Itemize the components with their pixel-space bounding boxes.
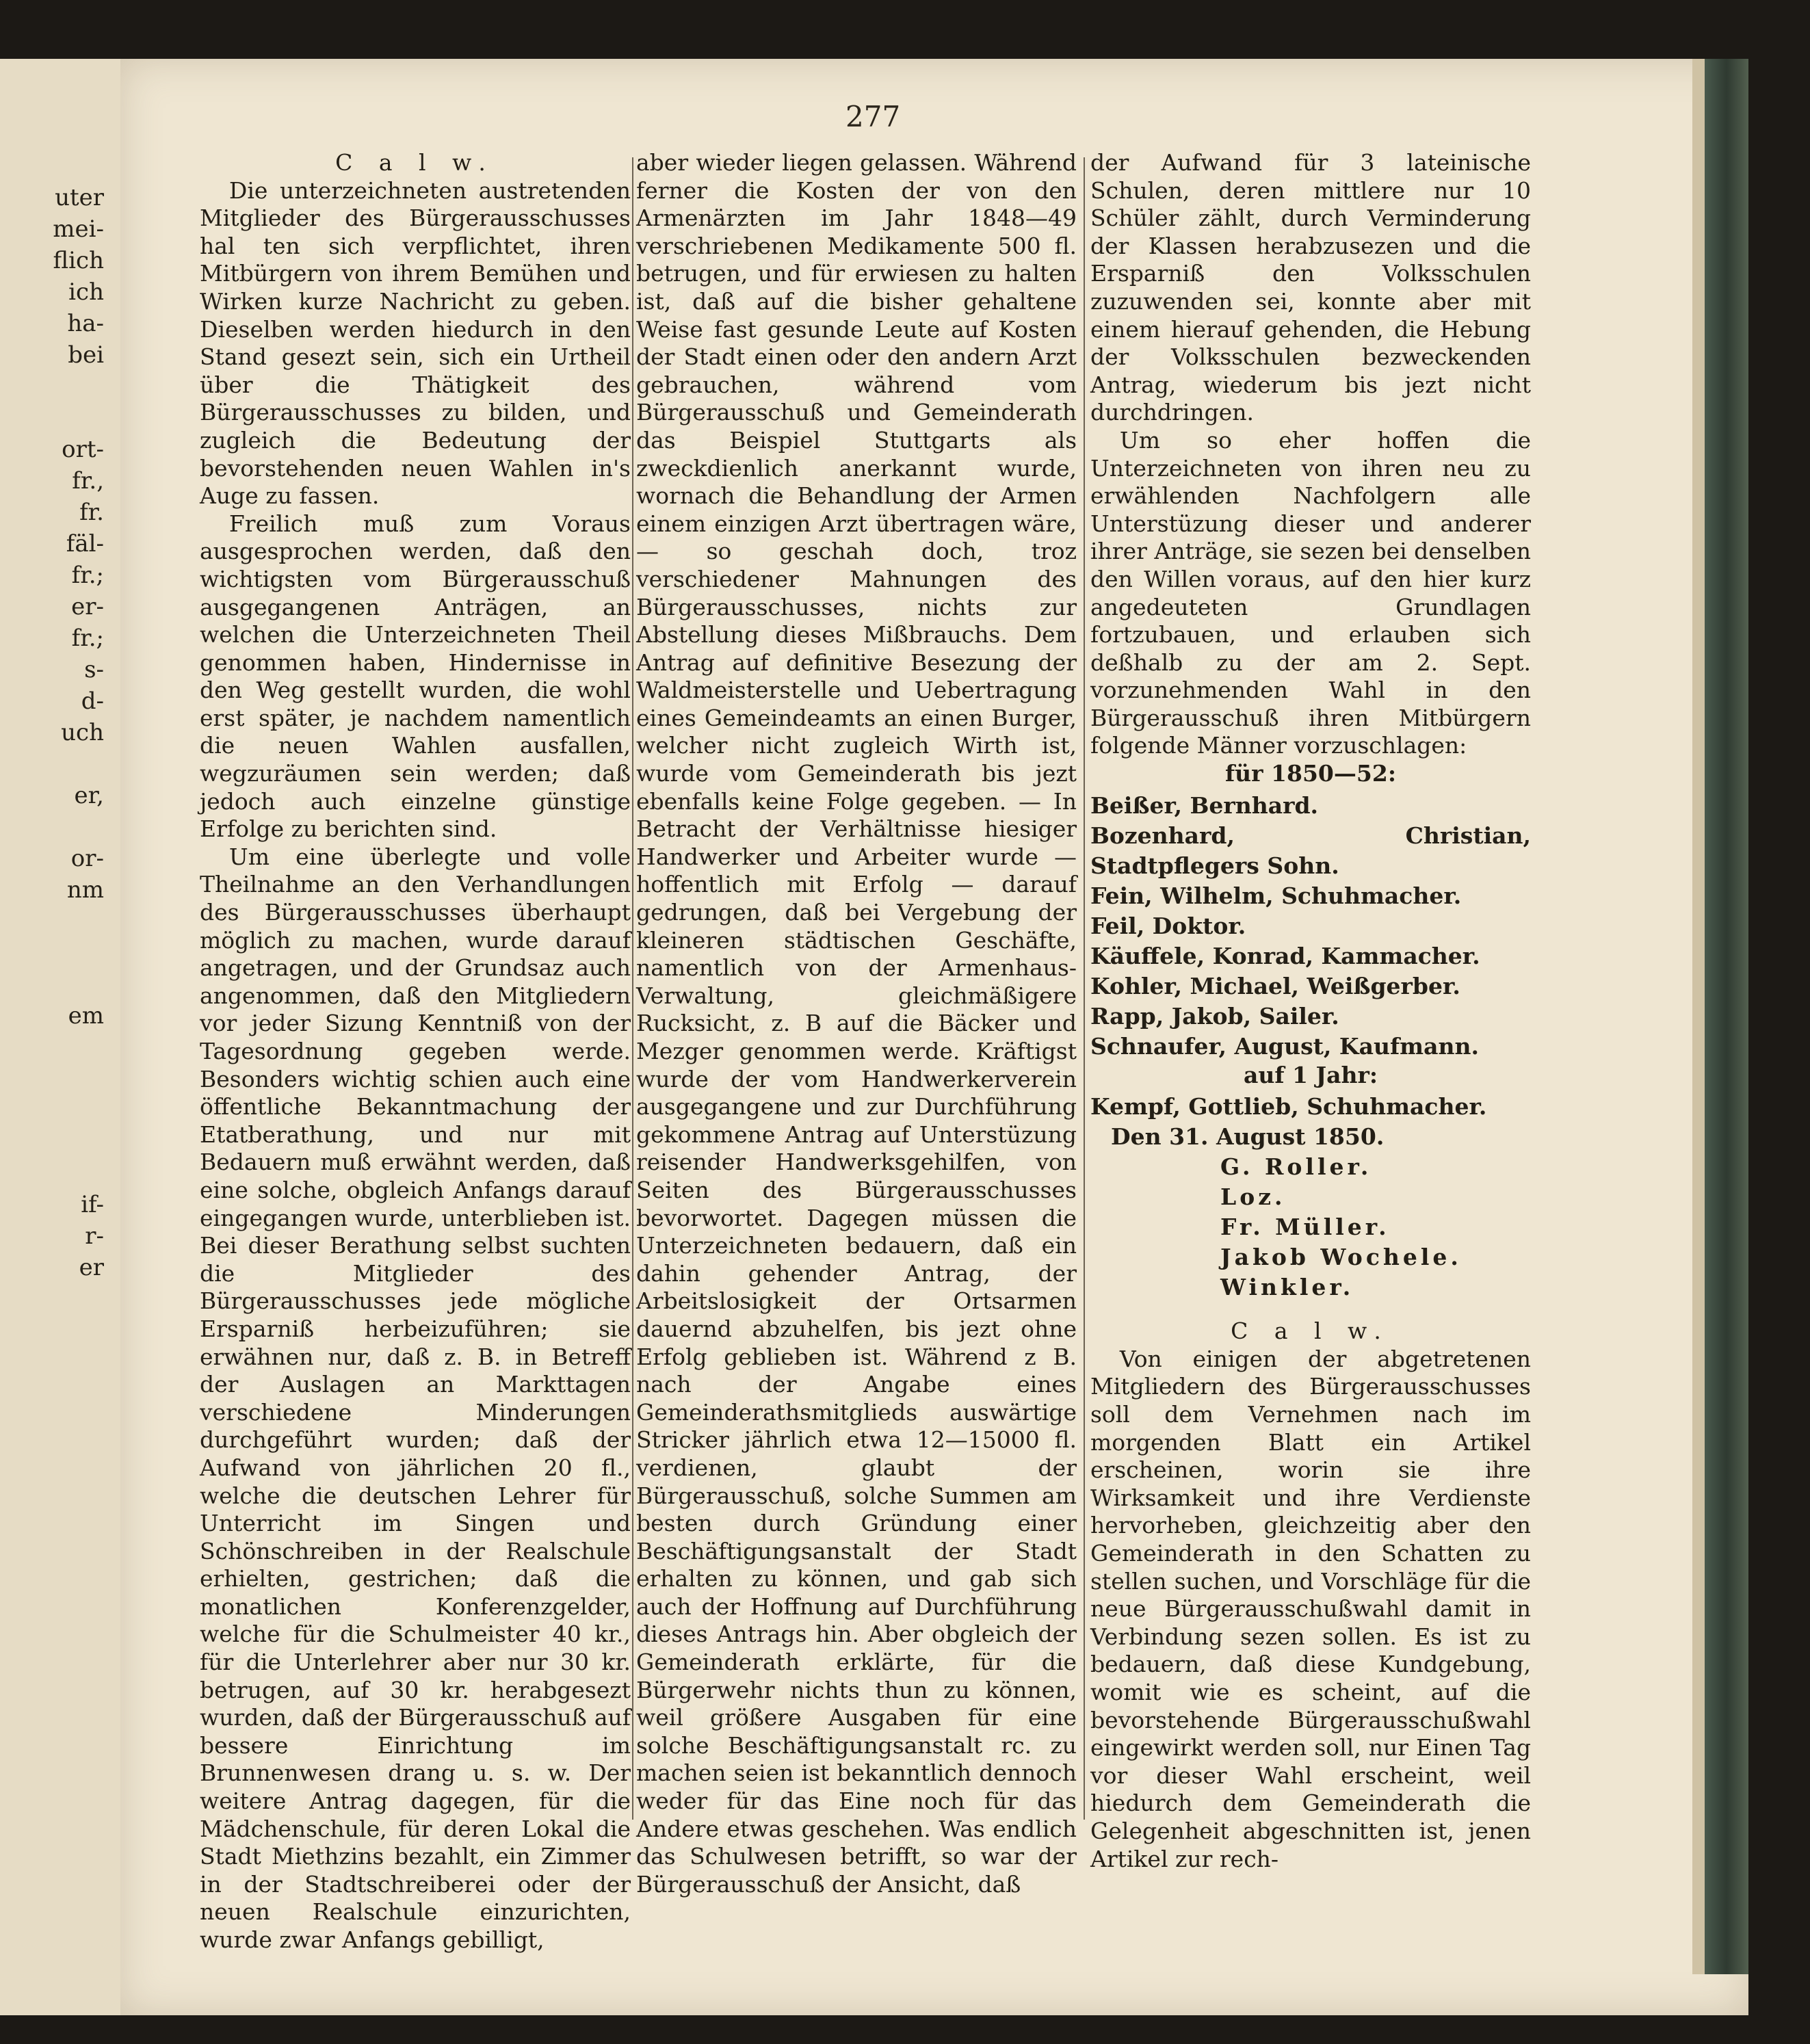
margin-word: fr., [72, 467, 104, 495]
previous-page-edge [0, 59, 120, 2015]
candidate-name: Kempf, Gottlieb, Schuhmacher. [1090, 1093, 1487, 1121]
margin-word: uch [61, 719, 104, 746]
margin-word: er- [71, 593, 104, 620]
candidate-name: Schnaufer, August, Kaufmann. [1090, 1032, 1479, 1060]
margin-word [53, 937, 104, 969]
margin-word [53, 748, 104, 780]
article-column-1 [200, 149, 631, 1954]
signatory: Loz. [1220, 1183, 1286, 1211]
margin-word: uter [55, 184, 104, 211]
page-number: 277 [845, 100, 901, 133]
margin-word [53, 371, 104, 402]
signatory: Winkler. [1220, 1274, 1354, 1301]
candidate-name: Rapp, Jakob, Sailer. [1090, 1002, 1339, 1030]
margin-word: if- [81, 1191, 104, 1218]
paragraph: Von einigen der abgetretenen Mitgliedern des Bürgerausschusses soll dem Vernehmen nach im morgenden Blatt ein Artikel erscheinen, worin sie ihre Wirksamkeit und ihre Verdienste hervorheben, gleichzeitig aber den Gemeinderath in den Schatten zu stellen suchen, und Vorschläge für die neue Bürgerausschußwahl damit in Verbindung sezen sollen. Es ist zu bedauern, daß diese Kundgebung, womit wie es scheint, auf die bevorstehende Bürgerausschußwahl eingewirkt werden soll, nur Einen Tag vor dieser Wahl erscheint, weil hiedurch dem Gemeinderath die Gelegenheit abgeschnitten ist, jenen Artikel zur rech- [1090, 1345, 1531, 1872]
margin-word: er [79, 1254, 104, 1281]
candidate-name: Beißer, Bernhard. [1090, 791, 1319, 819]
margin-word: s- [84, 656, 104, 683]
book-binding [1705, 59, 1748, 1974]
candidate-list-1-year [1090, 1092, 1531, 1122]
previous-page-margin-text [53, 182, 104, 1283]
margin-word [53, 1063, 104, 1095]
margin-word: ha- [67, 310, 104, 337]
article-column-3 [1090, 149, 1531, 1873]
margin-word: fäl- [66, 530, 104, 558]
margin-word: fr.; [71, 562, 104, 589]
signatory: G. Roller. [1220, 1153, 1372, 1181]
margin-word: fr. [79, 499, 104, 526]
margin-word [53, 1126, 104, 1157]
margin-word: or- [70, 845, 104, 872]
margin-word [53, 1095, 104, 1126]
margin-word [53, 1032, 104, 1063]
margin-word: fr.; [71, 625, 104, 652]
margin-word: bei [68, 341, 104, 369]
paragraph: Um eine überlegte und volle Theilnahme an den Verhandlungen des Bürgerausschusses überhaupt möglich zu machen, wurde darauf angetragen, und der Grundsaz auch angenommen, daß den Mitgliedern vor jeder Sizung Kenntniß von der Tagesordnung gegeben werde. Besonders wichtig schien auch eine öffentliche Bekanntmachung der Etatberathung, und nur mit Bedauern muß erwähnt werden, daß eine solche, obgleich Anfangs darauf eingegangen wurde, unterblieben ist. Bei dieser Berathung selbst suchten die Mitglieder des Bürgerausschusses jede mögliche Ersparniß herbeizuführen; sie erwähnen nur, daß z. B. in Betreff der Auslagen an Markttagen verschiedene Minderungen durchgeführt wurden; daß der Aufwand von jährlichen 20 fl., welche die deutschen Lehrer für Unterricht im Singen und Schönschreiben in der Realschule erhielten, gestrichen; daß die monatlichen Konferenzgelder, welche für die Schulmeister 40 kr., für die Unterlehrer aber nur 30 kr. betrugen, auf 30 kr. herabgesezt wurden, daß der Bürgerausschuß auf bessere Einrichtung im Brunnenwesen drang u. s. w. Der weitere Antrag dagegen, für die Mädchenschule, für deren Lokal die Stadt Miethzins bezahlt, ein Zimmer in der Stadtschreiberei oder der neuen Realschule einzurichten, wurde zwar Anfangs gebilligt, [200, 843, 631, 1953]
article-heading-calw-2: C a l w. [1231, 1318, 1391, 1345]
column-rule-1 [632, 157, 633, 1820]
candidate-name: Bozenhard, Christian, Stadtpflegers Sohn. [1090, 822, 1531, 879]
margin-word [53, 402, 104, 434]
page-edge [1692, 59, 1705, 1974]
dateline: Den 31. August 1850. [1111, 1123, 1385, 1151]
column-rule-2 [1084, 157, 1085, 1820]
article-heading-calw: C a l w. [335, 149, 495, 176]
paragraph: aber wieder liegen gelassen. Während ferner die Kosten der von den Armenärzten im Jahr 1848—49 verschriebenen Medikamente 500 fl. betrugen, und für erwiesen zu halten ist, daß auf die bisher gehaltene Weise fast gesunde Leute auf Kosten der Stadt einen oder den andern Arzt gebrauchen, während vom Bürgerausschuß und Gemeinderath das Beispiel Stuttgarts als zweckdienlich anerkannt wurde, wornach die Behandlung der Armen einem einzigen Arzt übertragen wäre, — so geschah doch, troz verschiedener Mahnungen des Bürgerausschusses, nichts zur Abstellung dieses Mißbrauchs. Dem Antrag auf definitive Besezung der Waldmeisterstelle und Uebertragung eines Gemeindeamts an einen Burger, welcher nicht zugleich Wirth ist, wurde vom Gemeinderath bis jezt ebenfalls keine Folge gegeben. — In Betracht der Verhältnisse hiesiger Handwerker und Arbeiter wurde — hoffentlich mit Erfolg — darauf gedrungen, daß bei Vergebung der kleineren städtischen Geschäfte, namentlich von der Armenhaus-Verwaltung, gleichmäßigere Rucksicht, z. B auf die Bäcker und Mezger genommen werde. Kräftigst wurde der vom Handwerkerverein ausgegangene und zur Durchführung gekommene Antrag auf Unterstüzung reisender Handwerksgehilfen, von Seiten des Bürgerausschusses bevorwortet. Dagegen müssen die Unterzeichneten bedauern, daß ein dahin gehender Antrag, der Arbeitslosigkeit der Ortsarmen dauernd abzuhelfen, bis jezt ohne Erfolg geblieben ist. Während z B. nach der Angabe eines Gemeinderathsmitglieds auswärtige Stricker jährlich etwa 12—15000 fl. verdienen, glaubt der Bürgerausschuß, solche Summen am besten durch Gründung einer Beschäftigungsanstalt der Stadt erhalten zu können, und gab sich auch der Hoffnung auf Durchführung dieses Antrags hin. Aber obgleich der Gemeinderath erklärte, für die Bürgerwehr nichts thun zu können, weil größere Ausgaben für eine solche Beschäftigungsanstalt rc. zu machen seien ist bekanntlich dennoch weder für das Eine noch für das Andere etwas geschehen. Was endlich das Schulwesen betrifft, so war der Bürgerausschuß der Ansicht, daß [636, 149, 1077, 1898]
term-label-1-year: auf 1 Jahr: [1243, 1061, 1378, 1088]
margin-word: em [68, 1002, 104, 1030]
article-column-2 [636, 149, 1077, 1898]
margin-word: ort- [62, 436, 104, 463]
paragraph: Um so eher hoffen die Unterzeichneten von ihren neu zu erwählenden Nachfolgern alle Unterstüzung dieser und anderer ihrer Anträge, sie sezen bei denselben den Willen voraus, auf den hier kurz angedeuteten Grundlagen fortzubauen, und erlauben sich deßhalb zu der am 2. Sept. vorzunehmenden Wahl in den Bürgerausschuß ihren Mitbürgern folgende Männer vorzuschlagen: [1090, 426, 1531, 759]
candidate-list-1850-52 [1090, 791, 1531, 1062]
margin-word: flich [53, 247, 104, 274]
candidate-name: Kohler, Michael, Weißgerber. [1090, 972, 1460, 999]
candidate-name: Feil, Doktor. [1090, 912, 1246, 939]
margin-word: ich [68, 278, 104, 306]
margin-word: mei- [53, 215, 104, 243]
margin-word: er, [74, 782, 104, 809]
signatory: Fr. Müller. [1220, 1214, 1390, 1241]
margin-word: d- [81, 687, 104, 715]
margin-word [53, 811, 104, 843]
paragraph: Freilich muß zum Voraus ausgesprochen werden, daß den wichtigsten vom Bürgerausschuß ausgegangenen Anträgen, an welchen die Unterzeichneten Theil genommen haben, Hindernisse in den Weg gestellt wurden, die wohl erst später, je nachdem namentlich die neuen Wahlen ausfallen, wegzuräumen sein werden; daß jedoch auch einzelne günstige Erfolge zu berichten sind. [200, 510, 631, 843]
paragraph: der Aufwand für 3 lateinische Schulen, deren mittlere nur 10 Schüler zählt, durch Verminderung der Klassen herabzusezen und die Ersparniß den Volksschulen zuzuwenden sei, konnte aber mit einem hierauf gehenden, die Hebung der Volksschulen bezweckenden Antrag, wiederum bis jezt nicht durchdringen. [1090, 149, 1531, 426]
margin-word [53, 969, 104, 1000]
margin-word [53, 906, 104, 937]
term-label-1850-52: für 1850—52: [1224, 760, 1396, 787]
signatory: Jakob Wochele. [1220, 1244, 1462, 1271]
margin-word: nm [66, 876, 104, 904]
margin-word [53, 1157, 104, 1189]
margin-word: r- [85, 1222, 104, 1250]
paragraph: Die unterzeichneten austretenden Mitglieder des Bürgerausschusses hal ten sich verpflichtet, ihren Mitbürgern von ihrem Bemühen und Wirken kurze Nachricht zu geben. Dieselben werden hiedurch in den Stand gesezt sein, sich ein Urtheil über die Thätigkeit des Bürgerausschusses zu bilden, und zugleich die Bedeutung der bevorstehenden neuen Wahlen in's Auge zu fassen. [200, 176, 631, 510]
candidate-name: Käuffele, Konrad, Kammacher. [1090, 942, 1480, 969]
candidate-name: Fein, Wilhelm, Schuhmacher. [1090, 882, 1462, 909]
